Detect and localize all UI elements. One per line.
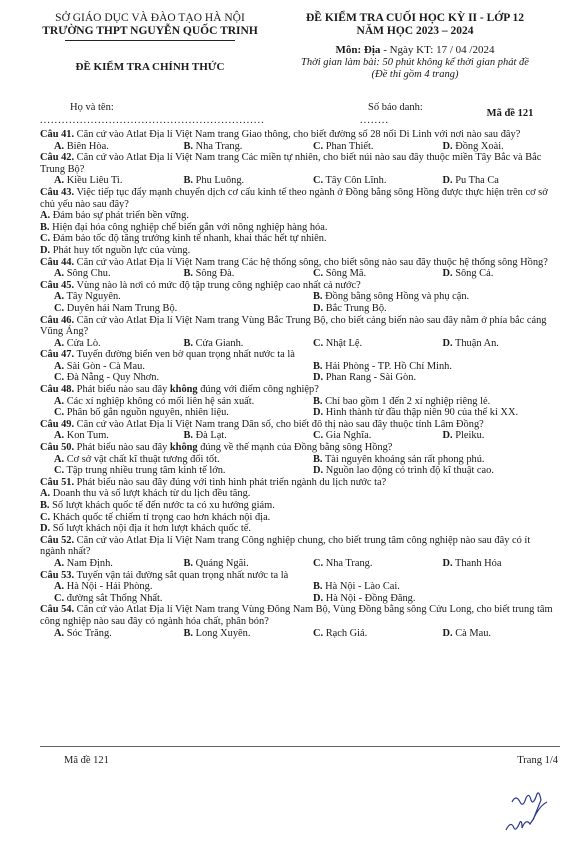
answer-option xyxy=(170,558,300,570)
question-number: Câu 42. xyxy=(40,152,75,164)
option-text: Cà Mau. xyxy=(452,627,491,639)
option-text: Hà Nội - Lào Cai. xyxy=(322,581,400,593)
option-text: Sông Mã. xyxy=(323,268,367,280)
option-group xyxy=(40,488,558,534)
option-group xyxy=(40,338,558,350)
option-letter: C. xyxy=(54,372,65,384)
option-text: Rạch Giá. xyxy=(323,627,368,639)
option-letter: B. xyxy=(183,268,194,280)
question-item xyxy=(40,349,558,384)
option-text: Phan Rang - Sài Gòn. xyxy=(323,372,417,384)
option-group xyxy=(40,454,558,477)
subject-line xyxy=(270,43,560,57)
option-text: Thuận An. xyxy=(452,337,499,349)
answer-option xyxy=(299,338,429,350)
option-text: Biên Hòa. xyxy=(64,140,109,152)
option-letter: A. xyxy=(40,488,51,500)
option-letter: B. xyxy=(183,175,194,187)
option-letter: A. xyxy=(40,210,51,222)
question-emphasis: không xyxy=(169,442,198,454)
option-text: Đồng bằng sông Hồng và phụ cận. xyxy=(322,291,470,303)
option-group xyxy=(40,558,558,570)
option-letter: B. xyxy=(40,500,50,511)
option-letter: C. xyxy=(54,465,65,477)
option-text: Quảng Ngãi. xyxy=(193,557,249,569)
option-letter: B. xyxy=(183,140,194,152)
option-letter: A. xyxy=(54,360,65,372)
question-stem xyxy=(40,257,558,269)
option-text: Đà Nẵng - Quy Nhơn. xyxy=(64,372,160,384)
option-letter: B. xyxy=(40,221,50,233)
option-letter: C. xyxy=(54,592,65,604)
question-number: Câu 47. xyxy=(40,349,75,361)
option-letter: D. xyxy=(313,372,324,384)
school-name: TRƯỜNG THPT NGUYỄN QUỐC TRINH xyxy=(42,25,258,37)
answer-option xyxy=(40,303,299,315)
question-stem xyxy=(40,570,558,582)
option-text: Khách quốc tế chiếm tỉ trọng cao hơn khách nội địa. xyxy=(50,511,271,523)
answer-option xyxy=(299,628,429,640)
footer-exam-code: Mã đề 121 xyxy=(64,755,109,766)
option-text: Hà Nội - Đồng Đăng. xyxy=(323,592,416,604)
answer-option xyxy=(299,141,429,153)
question-item xyxy=(40,187,558,257)
answer-option xyxy=(429,268,559,280)
option-letter: A. xyxy=(54,581,65,593)
question-text: Tuyến đường biển ven bờ quan trọng nhất nước ta là xyxy=(74,349,295,361)
option-letter: A. xyxy=(54,268,65,280)
question-item xyxy=(40,535,558,570)
answer-option xyxy=(170,338,300,350)
option-letter: C. xyxy=(313,430,324,442)
option-text: Cửa Lò. xyxy=(64,337,101,349)
option-text: Phát huy tốt nguồn lực của vùng. xyxy=(50,244,191,256)
question-item xyxy=(40,152,558,187)
answer-option xyxy=(299,361,558,373)
option-letter: D. xyxy=(442,627,453,639)
option-text: Cửa Gianh. xyxy=(193,337,244,349)
question-stem xyxy=(40,315,558,338)
option-text: Phu Luông. xyxy=(193,175,245,187)
question-item xyxy=(40,442,558,477)
answer-option xyxy=(299,291,558,303)
option-letter: D. xyxy=(40,523,51,535)
question-text: đúng về thế mạnh của Đồng bằng sông Hồng? xyxy=(197,442,393,454)
school-underline xyxy=(65,40,235,41)
question-stem xyxy=(40,349,558,361)
answer-option xyxy=(40,523,558,535)
option-text: Hải Phòng - TP. Hồ Chí Minh. xyxy=(322,360,452,372)
answer-option xyxy=(40,245,558,257)
option-letter: C. xyxy=(54,407,65,419)
question-item xyxy=(40,280,558,315)
option-letter: A. xyxy=(54,430,65,442)
answer-option xyxy=(40,454,299,466)
option-text: Thanh Hóa xyxy=(452,557,502,569)
option-text: Pu Tha Ca xyxy=(452,175,499,187)
question-text: Căn cứ vào Atlat Địa lí Việt Nam trang Vùng Bắc Trung Bộ, cho biết cảng biển nào sau đây nằm ở phía bắc cảng Vũng Áng? xyxy=(40,314,547,338)
option-letter: A. xyxy=(54,557,65,569)
option-letter: D. xyxy=(40,244,51,256)
question-text: Căn cứ vào Atlat Địa lí Việt Nam trang Vùng Đông Nam Bộ, Vùng Đồng bằng sông Cửu Long, cho biết trung tâm công nghiệp nào sau đây có ngành hóa chất, phân bón? xyxy=(40,604,553,627)
option-letter: C. xyxy=(313,337,324,349)
answer-option xyxy=(299,581,558,593)
question-number: Câu 41. xyxy=(40,129,75,140)
department-name: SỞ GIÁO DỤC VÀ ĐÀO TẠO HÀ NỘI xyxy=(55,12,245,24)
question-text: Vùng nào là nơi có mức độ tập trung công nghiệp cao nhất cả nước? xyxy=(74,279,361,291)
question-item xyxy=(40,129,558,152)
answer-option xyxy=(299,465,558,477)
option-group xyxy=(40,396,558,419)
question-stem xyxy=(40,187,558,210)
option-text: Cơ sở vật chất kĩ thuật tương đối tốt. xyxy=(64,453,220,465)
question-number: Câu 50. xyxy=(40,442,75,454)
option-text: Kon Tum. xyxy=(64,430,109,442)
answer-option xyxy=(299,430,429,442)
answer-option xyxy=(429,141,559,153)
option-text: Sông Đà. xyxy=(193,268,235,280)
option-letter: D. xyxy=(313,302,324,314)
answer-option xyxy=(299,593,558,605)
question-item xyxy=(40,419,558,442)
option-letter: B. xyxy=(183,557,194,569)
option-letter: D. xyxy=(442,175,453,187)
answer-option xyxy=(40,141,170,153)
option-text: Kiều Liêu Ti. xyxy=(64,175,123,187)
option-letter: B. xyxy=(313,360,323,372)
question-number: Câu 52. xyxy=(40,534,75,546)
option-letter: A. xyxy=(54,395,65,407)
option-text: Tập trung nhiều trung tâm kinh tế lớn. xyxy=(64,465,226,477)
question-text: Căn cứ vào Atlat Địa lí Việt Nam trang Các hệ thống sông, cho biết sông nào sau đây thuộc hệ thống sông Hồng? xyxy=(74,256,548,268)
subject-label: Môn: Địa xyxy=(335,44,381,56)
option-group xyxy=(40,210,558,256)
candidate-number-label: Số báo danh: xyxy=(368,102,423,113)
option-text: Tây Côn Lĩnh. xyxy=(323,175,387,187)
header-right xyxy=(270,12,560,81)
option-text: Số lượt khách nội địa ít hơn lượt khách quốc tế. xyxy=(50,523,252,535)
option-text: đường sắt Thống Nhất. xyxy=(64,592,163,604)
option-letter: B. xyxy=(183,430,194,442)
answer-option xyxy=(40,500,558,512)
question-stem xyxy=(40,384,558,396)
option-text: Nhật Lệ. xyxy=(323,337,363,349)
question-number: Câu 53. xyxy=(40,569,75,581)
answer-option xyxy=(40,222,558,234)
answer-option xyxy=(429,558,559,570)
option-letter: C. xyxy=(313,268,324,280)
option-group xyxy=(40,581,558,604)
question-item xyxy=(40,384,558,419)
page-footer xyxy=(40,746,560,766)
answer-option xyxy=(40,465,299,477)
question-text: Căn cứ vào Atlat Địa lí Việt Nam trang Dân số, cho biết đô thị nào sau đây thuộc tỉnh Lâm Đồng? xyxy=(74,418,484,430)
answer-option xyxy=(40,396,299,408)
answer-option xyxy=(170,175,300,187)
answer-option xyxy=(299,303,558,315)
option-letter: D. xyxy=(442,268,453,280)
answer-option xyxy=(429,175,559,187)
option-letter: C. xyxy=(40,233,51,245)
option-group xyxy=(40,628,558,640)
answer-option xyxy=(429,628,559,640)
option-text: Pleiku. xyxy=(452,430,485,442)
answer-option xyxy=(40,233,558,245)
page-number: Trang 1/4 xyxy=(517,755,558,766)
question-stem xyxy=(40,604,558,627)
answer-option xyxy=(40,372,299,384)
option-text: Chỉ bao gồm 1 đến 2 xí nghiệp riêng lẻ. xyxy=(322,395,491,407)
question-text: Tuyến vận tải đường sắt quan trọng nhất nước ta là xyxy=(74,569,289,581)
option-letter: D. xyxy=(313,592,324,604)
answer-option xyxy=(40,581,299,593)
option-text: Bắc Trung Bộ. xyxy=(323,302,387,314)
option-text: Đà Lạt. xyxy=(193,430,227,442)
name-dots: .............................................................. xyxy=(40,115,265,126)
option-text: Tây Nguyên. xyxy=(64,291,121,303)
question-list xyxy=(40,129,558,639)
question-stem xyxy=(40,280,558,292)
answer-option xyxy=(170,430,300,442)
answer-option xyxy=(429,430,559,442)
question-stem xyxy=(40,419,558,431)
answer-option xyxy=(40,268,170,280)
question-number: Câu 46. xyxy=(40,314,75,326)
answer-option xyxy=(299,454,558,466)
handwritten-signature-image xyxy=(500,788,570,838)
answer-option xyxy=(299,407,558,419)
question-number: Câu 44. xyxy=(40,256,75,268)
option-text: Phan Thiết. xyxy=(323,140,374,152)
exam-date: - Ngày KT: 17 / 04 /2024 xyxy=(383,44,495,56)
question-text: Phát biểu nào sau đây xyxy=(74,384,170,396)
question-stem xyxy=(40,152,558,175)
option-letter: D. xyxy=(442,430,453,442)
option-group xyxy=(40,141,558,153)
option-text: Long Xuyên. xyxy=(193,627,251,639)
answer-option xyxy=(40,291,299,303)
option-group xyxy=(40,175,558,187)
question-item xyxy=(40,477,558,535)
question-text: Căn cứ vào Atlat Địa lí Việt Nam trang Giao thông, cho biết đường số 28 nối Di Linh với nơi nào sau đây? xyxy=(74,129,521,140)
question-number: Câu 54. xyxy=(40,604,75,616)
student-info xyxy=(0,102,570,126)
official-label: ĐỀ KIỂM TRA CHÍNH THỨC xyxy=(75,61,225,73)
answer-option xyxy=(299,175,429,187)
question-text: đúng với điểm công nghiệp? xyxy=(197,384,319,396)
option-text: Sài Gòn - Cà Mau. xyxy=(64,360,145,372)
option-letter: B. xyxy=(183,337,194,349)
answer-option xyxy=(170,628,300,640)
option-text: Đồng Xoài. xyxy=(452,140,504,152)
option-letter: B. xyxy=(313,581,323,593)
option-text: Đảm bảo sự phát triển bền vững. xyxy=(50,210,189,222)
answer-option xyxy=(170,268,300,280)
answer-option xyxy=(299,558,429,570)
option-text: Hình thành từ đầu thập niên 90 của thế kỉ XX. xyxy=(323,407,519,419)
option-text: Hà Nội - Hải Phòng. xyxy=(64,581,153,593)
question-stem xyxy=(40,129,558,141)
option-text: Sông Chu. xyxy=(64,268,111,280)
question-text: Căn cứ vào Atlat Địa lí Việt Nam trang Công nghiệp chung, cho biết trung tâm công nghiệp nào sau đây có ít ngành nhất? xyxy=(40,534,531,558)
question-stem xyxy=(40,442,558,454)
exam-code: Mã đề 121 xyxy=(486,108,534,119)
option-letter: C. xyxy=(54,302,65,314)
question-text: Việc tiếp tục đẩy mạnh chuyển dịch cơ cấu kinh tế theo ngành ở Đồng bằng sông Hồng được thực hiện trên cơ sở chủ yếu nào sau đây? xyxy=(40,186,548,210)
name-label: Họ và tên: xyxy=(70,102,114,113)
question-number: Câu 48. xyxy=(40,384,75,396)
answer-option xyxy=(40,558,170,570)
question-number: Câu 49. xyxy=(40,418,75,430)
option-letter: B. xyxy=(313,291,323,303)
option-group xyxy=(40,430,558,442)
question-item xyxy=(40,257,558,280)
option-text: Doanh thu và số lượt khách từ du lịch đều tăng. xyxy=(50,488,251,500)
answer-option xyxy=(429,338,559,350)
option-text: Duyên hải Nam Trung Bộ. xyxy=(64,302,178,314)
option-letter: B. xyxy=(313,453,323,465)
option-text: Nguồn lao động có trình độ kĩ thuật cao. xyxy=(323,465,494,477)
option-text: Sóc Trăng. xyxy=(64,627,112,639)
answer-option xyxy=(40,628,170,640)
option-letter: B. xyxy=(183,627,194,639)
option-text: Số lượt khách quốc tế đến nước ta có xu hướng giảm. xyxy=(49,500,275,511)
candidate-number-dots: ........ xyxy=(360,115,389,126)
question-item xyxy=(40,315,558,350)
time-note: Thời gian làm bài: 50 phút không kể thời gian phát đề xyxy=(301,57,529,68)
option-text: Hiện đại hóa công nghiệp chế biến gắn với nông nghiệp hàng hóa. xyxy=(49,221,328,233)
option-group xyxy=(40,361,558,384)
option-letter: A. xyxy=(54,291,65,303)
option-letter: A. xyxy=(54,453,65,465)
answer-option xyxy=(170,141,300,153)
answer-option xyxy=(40,593,299,605)
option-group xyxy=(40,291,558,314)
option-letter: B. xyxy=(313,395,323,407)
header-left xyxy=(20,12,280,73)
option-letter: A. xyxy=(54,337,65,349)
answer-option xyxy=(40,175,170,187)
question-text: Phát biểu nào sau đây đúng với tình hình phát triển ngành du lịch nước ta? xyxy=(74,476,387,488)
option-letter: A. xyxy=(54,140,65,152)
option-text: Nam Định. xyxy=(64,557,113,569)
answer-option xyxy=(40,430,170,442)
answer-option xyxy=(40,338,170,350)
option-text: Nha Trang. xyxy=(323,557,373,569)
option-letter: D. xyxy=(442,557,453,569)
question-number: Câu 51. xyxy=(40,476,75,488)
option-group xyxy=(40,268,558,280)
question-number: Câu 43. xyxy=(40,186,75,198)
question-stem xyxy=(40,477,558,489)
answer-option xyxy=(299,396,558,408)
question-text: Căn cứ vào Atlat Địa lí Việt Nam trang Các miền tự nhiên, cho biết núi nào sau đây thuộc miền Tây Bắc và Bắc Trung Bộ? xyxy=(40,152,542,175)
option-text: Các xí nghiệp không có mối liên hệ sản xuất. xyxy=(64,395,255,407)
question-stem xyxy=(40,535,558,558)
question-number: Câu 45. xyxy=(40,279,75,291)
option-text: Phân bố gắn nguồn nguyên, nhiên liệu. xyxy=(64,407,229,419)
option-text: Gia Nghĩa. xyxy=(323,430,372,442)
option-letter: A. xyxy=(54,175,65,187)
option-text: Đảm bảo tốc độ tăng trưởng kinh tế nhanh, khai thác hết tự nhiên. xyxy=(50,233,327,245)
option-letter: C. xyxy=(313,175,324,187)
question-text: Phát biểu nào sau đây xyxy=(74,442,170,454)
pages-note: (Đề thi gồm 4 trang) xyxy=(371,69,459,80)
answer-option xyxy=(299,372,558,384)
answer-option xyxy=(40,512,558,524)
question-item xyxy=(40,604,558,639)
answer-option xyxy=(40,361,299,373)
answer-option xyxy=(40,210,558,222)
option-text: Nha Trang. xyxy=(193,140,243,152)
option-letter: C. xyxy=(313,627,324,639)
footer-rule xyxy=(40,746,560,747)
option-letter: D. xyxy=(442,140,453,152)
question-emphasis: không xyxy=(169,384,198,396)
option-letter: C. xyxy=(313,140,324,152)
option-letter: C. xyxy=(313,557,324,569)
option-text: Tài nguyên khoáng sản rất phong phú. xyxy=(322,453,485,465)
exam-title: ĐỀ KIỂM TRA CUỐI HỌC KỲ II - LỚP 12 xyxy=(306,12,524,24)
answer-option xyxy=(40,488,558,500)
option-letter: D. xyxy=(313,407,324,419)
answer-option xyxy=(299,268,429,280)
school-year: NĂM HỌC 2023 – 2024 xyxy=(356,25,474,37)
option-letter: A. xyxy=(54,627,65,639)
answer-option xyxy=(40,407,299,419)
option-text: Sông Cả. xyxy=(452,268,494,280)
option-letter: C. xyxy=(40,511,51,523)
option-letter: D. xyxy=(313,465,324,477)
option-letter: D. xyxy=(442,337,453,349)
question-item xyxy=(40,570,558,605)
